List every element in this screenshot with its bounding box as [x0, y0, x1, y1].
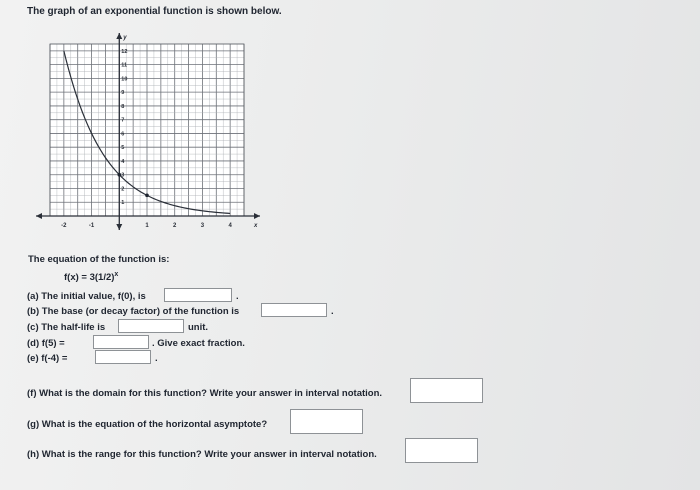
question-b-period: .: [331, 306, 334, 317]
y-axis-arrow-down: [116, 224, 122, 230]
x-tick-label: 4: [228, 223, 232, 229]
y-tick-label: 4: [121, 158, 125, 165]
y-axis-label: y: [123, 35, 127, 41]
equation-label: The equation of the function is:: [28, 254, 170, 265]
x-tick-label: 1: [145, 223, 149, 229]
y-tick-label: 7: [121, 117, 125, 124]
y-tick-label: 6: [121, 131, 125, 138]
equation: [64, 271, 118, 283]
initial-value-input[interactable]: [164, 288, 232, 302]
question-e-label: (e) f(-4) =: [27, 353, 68, 364]
x-tick-label: 2: [173, 223, 177, 229]
question-h-label: (h) What is the range for this function? Write your answer in interval notation.: [27, 449, 377, 460]
domain-input[interactable]: [410, 378, 483, 403]
y-tick-label: 5: [121, 145, 125, 152]
f5-input[interactable]: [93, 335, 149, 349]
question-e-period: .: [155, 353, 158, 364]
y-tick-label: 11: [121, 62, 128, 69]
x-axis-label: x: [254, 223, 258, 229]
question-d-note: . Give exact fraction.: [152, 338, 245, 349]
exponential-graph: [34, 30, 262, 235]
y-tick-label: 9: [121, 90, 125, 97]
question-g-label: (g) What is the equation of the horizontal asymptote?: [27, 419, 268, 430]
y-axis-arrow-up: [116, 33, 122, 39]
x-tick-label: 3: [200, 223, 205, 229]
y-tick-label: 1: [121, 200, 125, 207]
asymptote-input[interactable]: [290, 409, 363, 434]
x-axis-arrow-right: [254, 213, 260, 219]
f-neg4-input[interactable]: [95, 350, 151, 364]
y-tick-label: 10: [121, 76, 128, 83]
range-input[interactable]: [405, 438, 478, 463]
question-a-period: .: [236, 291, 239, 302]
y-tick-label: 8: [121, 103, 125, 110]
curve-point: [117, 173, 121, 177]
intro-text: The graph of an exponential function is shown below.: [27, 6, 282, 17]
question-c-unit: unit.: [188, 322, 209, 333]
y-tick-label: 2: [121, 186, 125, 193]
question-f-label: (f) What is the domain for this function? Write your answer in interval notation.: [27, 388, 383, 399]
question-a-label: (a) The initial value, f(0), is: [27, 291, 146, 302]
x-tick-label: -2: [61, 223, 67, 229]
y-tick-label: 3: [121, 172, 125, 179]
curve-point: [145, 194, 149, 198]
x-axis-arrow-left: [36, 213, 42, 219]
half-life-input[interactable]: [118, 319, 184, 333]
x-tick-label: -1: [88, 223, 95, 229]
equation-exponent: x: [114, 271, 119, 278]
decay-factor-input[interactable]: [261, 303, 327, 317]
question-c-label: (c) The half-life is: [27, 322, 106, 333]
equation-base: f(x) = 3(1/2): [64, 272, 115, 284]
y-tick-label: 12: [121, 48, 128, 55]
question-d-label: (d) f(5) =: [27, 338, 65, 349]
question-b-label: (b) The base (or decay factor) of the function is: [27, 306, 240, 317]
